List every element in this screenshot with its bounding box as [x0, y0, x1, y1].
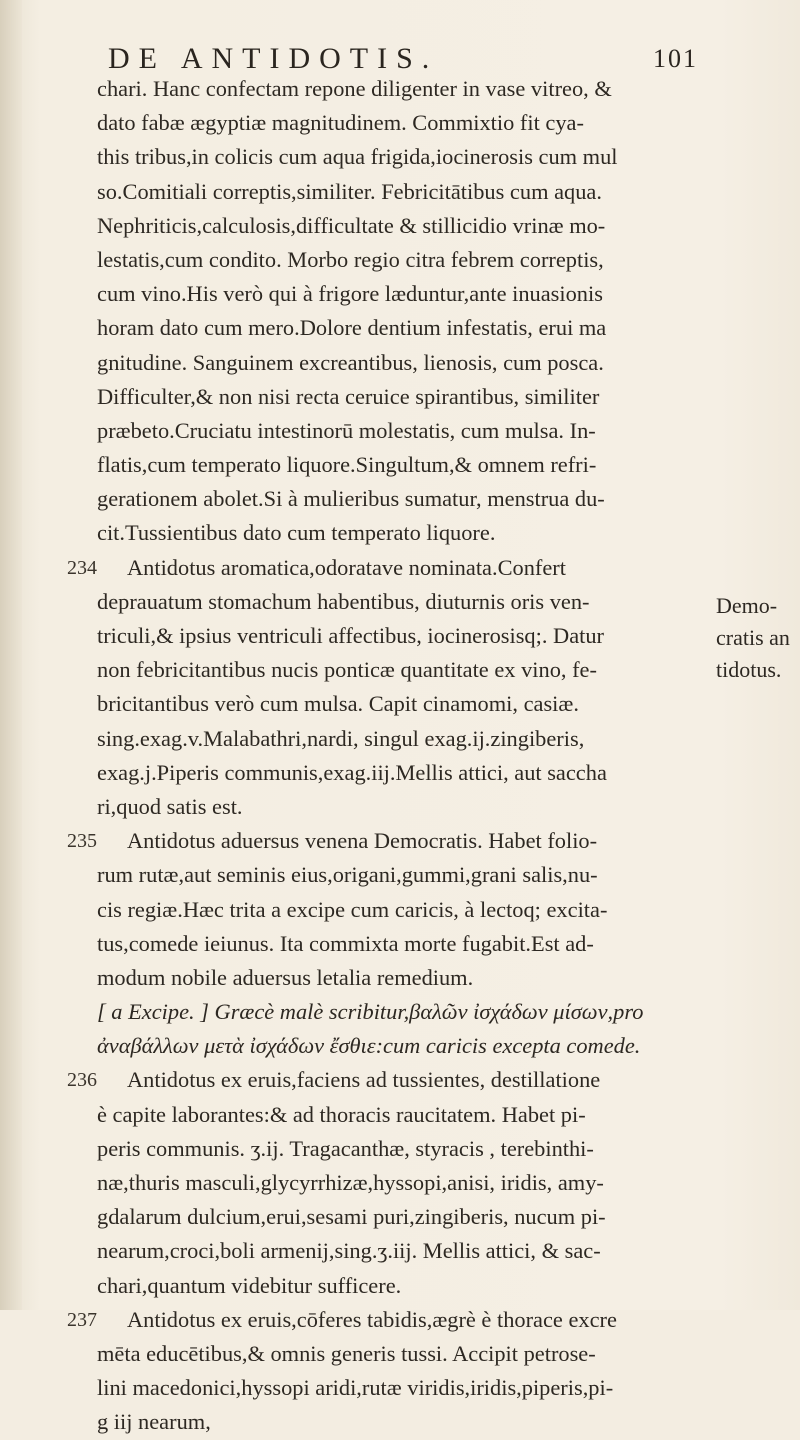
body-text: [67, 72, 709, 1440]
text-line: [97, 1405, 709, 1439]
text-line: [97, 1371, 709, 1405]
line-text: flatis,cum temperato liquore.Singultum,& omnem refri-: [97, 452, 597, 478]
line-text: lini macedonici,hyssopi aridi,rutæ viridis,iridis,piperis,pi-: [97, 1375, 614, 1401]
text-line: [97, 1269, 709, 1303]
line-text: gdalarum dulcium,erui,sesami puri,zingiberis, nucum pi-: [97, 1204, 606, 1230]
line-text: Nephriticis,calculosis,difficultate & stillicidio vrinæ mo-: [97, 212, 606, 238]
text-line: [97, 140, 709, 174]
text-line: [97, 687, 709, 721]
text-line: [97, 380, 709, 414]
text-line: [97, 790, 709, 824]
line-text: præbeto.Cruciatu intestinorū molestatis, cum mulsa. In-: [97, 417, 596, 443]
line-text: ἀναβάλλων μετὰ ἰσχάδων ἔσθιε:cum caricis excepta comede.: [97, 1033, 641, 1059]
text-line: [97, 927, 709, 961]
line-text: dato fabæ ægyptiæ magnitudinem. Commixtio fit cya-: [97, 110, 584, 136]
text-line: [97, 653, 709, 687]
text-line: [97, 893, 709, 927]
margin-note-line: cratis an: [716, 625, 790, 650]
text-line: [97, 209, 709, 243]
text-line: [67, 551, 709, 585]
line-text: Antidotus ex eruis,faciens ad tussientes, destillatione: [127, 1067, 601, 1093]
line-text: rum rutæ,aut seminis eius,origani,gummi,grani salis,nu-: [97, 862, 598, 888]
text-line: [97, 72, 709, 106]
text-line: [97, 619, 709, 653]
line-text: Antidotus ex eruis,cōferes tabidis,ægrè è thorace excre: [127, 1306, 617, 1332]
line-text: næ,thuris masculi,glycyrrhizæ,hyssopi,anisi, iridis, amy-: [97, 1170, 604, 1195]
line-text: horam dato cum mero.Dolore dentium infestatis, erui ma: [97, 315, 607, 341]
line-text: gerationem abolet.Si à mulieribus sumatur, menstrua du-: [97, 486, 605, 512]
line-text: cum vino.His verò qui à frigore læduntur,ante inuasionis: [97, 281, 603, 307]
text-line: [97, 722, 709, 756]
line-text: lestatis,cum condito. Morbo regio citra febrem correptis,: [97, 246, 604, 272]
text-line: [97, 1234, 709, 1268]
text-line: [67, 824, 709, 858]
line-text: [ a Excipe. ] Græcè malè scribitur,βαλῶν ἰσχάδων μίσων,pro: [97, 999, 644, 1025]
text-line: [97, 106, 709, 140]
line-text: bricitantibus verò cum mulsa. Capit cinamomi, casiæ.: [97, 691, 579, 717]
text-line: [97, 756, 709, 790]
line-text: non febricitantibus nucis ponticæ quantitate ex vino, fe-: [97, 657, 597, 683]
running-title: DE ANTIDOTIS.: [108, 42, 439, 75]
line-text: modum nobile aduersus letalia remedium.: [97, 964, 474, 990]
line-text: cit.Tussientibus dato cum temperato liquore.: [97, 520, 496, 546]
margin-note: [716, 590, 796, 686]
text-line: [97, 961, 709, 995]
text-line: [97, 1200, 709, 1234]
line-text: so.Comitiali correptis,similiter. Febricitātibus cum aqua.: [97, 178, 602, 204]
line-text: g iij nearum,: [97, 1409, 211, 1435]
text-line: [97, 277, 709, 311]
text-line: [97, 858, 709, 892]
gutter-shadow: [0, 0, 22, 1310]
margin-note-line: Demo-: [716, 593, 778, 618]
text-line: [67, 1303, 709, 1337]
section-number: 234: [67, 556, 97, 579]
line-text: Antidotus aromatica,odoratave nominata.Confert: [127, 554, 566, 580]
text-line: [97, 516, 709, 550]
section-number: 237: [67, 1308, 97, 1331]
text-line: [97, 482, 709, 516]
text-line: [97, 175, 709, 209]
line-text: this tribus,in colicis cum aqua frigida,iocinerosis cum mul: [97, 144, 618, 170]
text-line: [97, 1132, 709, 1166]
line-text: peris communis. ʒ.ij. Tragacanthæ, styracis , terebinthi-: [97, 1135, 594, 1161]
line-text: triculi,& ipsius ventriculi affectibus, iocinerosisq;. Datur: [97, 623, 605, 648]
text-line: [97, 585, 709, 619]
text-line: [97, 1166, 709, 1200]
text-line: [97, 311, 709, 345]
line-text: mēta educētibus,& omnis generis tussi. Accipit petrose-: [97, 1340, 596, 1366]
section-number: 236: [67, 1069, 97, 1092]
line-text: chari. Hanc confectam repone diligenter in vase vitreo, &: [97, 76, 612, 101]
text-line: [97, 448, 709, 482]
line-text: Antidotus aduersus venena Democratis. Habet folio-: [127, 828, 598, 854]
line-text: gnitudine. Sanguinem excreantibus, lienosis, cum posca.: [97, 349, 604, 375]
line-text: tus,comede ieiunus. Ita commixta morte fugabit.Est ad-: [97, 930, 594, 956]
footnote-line: [97, 995, 709, 1029]
text-line: [97, 414, 709, 448]
text-line: [97, 1098, 709, 1132]
line-text: cis regiæ.Hæc trita a excipe cum caricis, à lectoq; excita-: [97, 896, 608, 922]
line-text: nearum,croci,boli armenij,sing.ʒ.iij. Mellis attici, & sac-: [97, 1238, 601, 1264]
margin-note-line: tidotus.: [716, 657, 782, 682]
line-text: sing.exag.v.Malabathri,nardi, singul exag.ij.zingiberis,: [97, 725, 585, 751]
text-line: [97, 1337, 709, 1371]
text-line: [67, 1063, 709, 1097]
section-number: 235: [67, 830, 97, 853]
line-text: Difficulter,& non nisi recta ceruice spirantibus, similiter: [97, 383, 600, 409]
line-text: chari,quantum videbitur sufficere.: [97, 1272, 402, 1298]
line-text: ri,quod satis est.: [97, 793, 243, 819]
line-text: exag.j.Piperis communis,exag.iij.Mellis attici, aut saccha: [97, 759, 607, 785]
text-line: [97, 243, 709, 277]
line-text: è capite laborantes:& ad thoracis raucitatem. Habet pi-: [97, 1101, 586, 1127]
page-number: 101: [653, 44, 698, 73]
footnote-line: [97, 1029, 709, 1063]
line-text: deprauatum stomachum habentibus, diuturnis oris ven-: [97, 588, 590, 614]
text-line: [97, 346, 709, 380]
